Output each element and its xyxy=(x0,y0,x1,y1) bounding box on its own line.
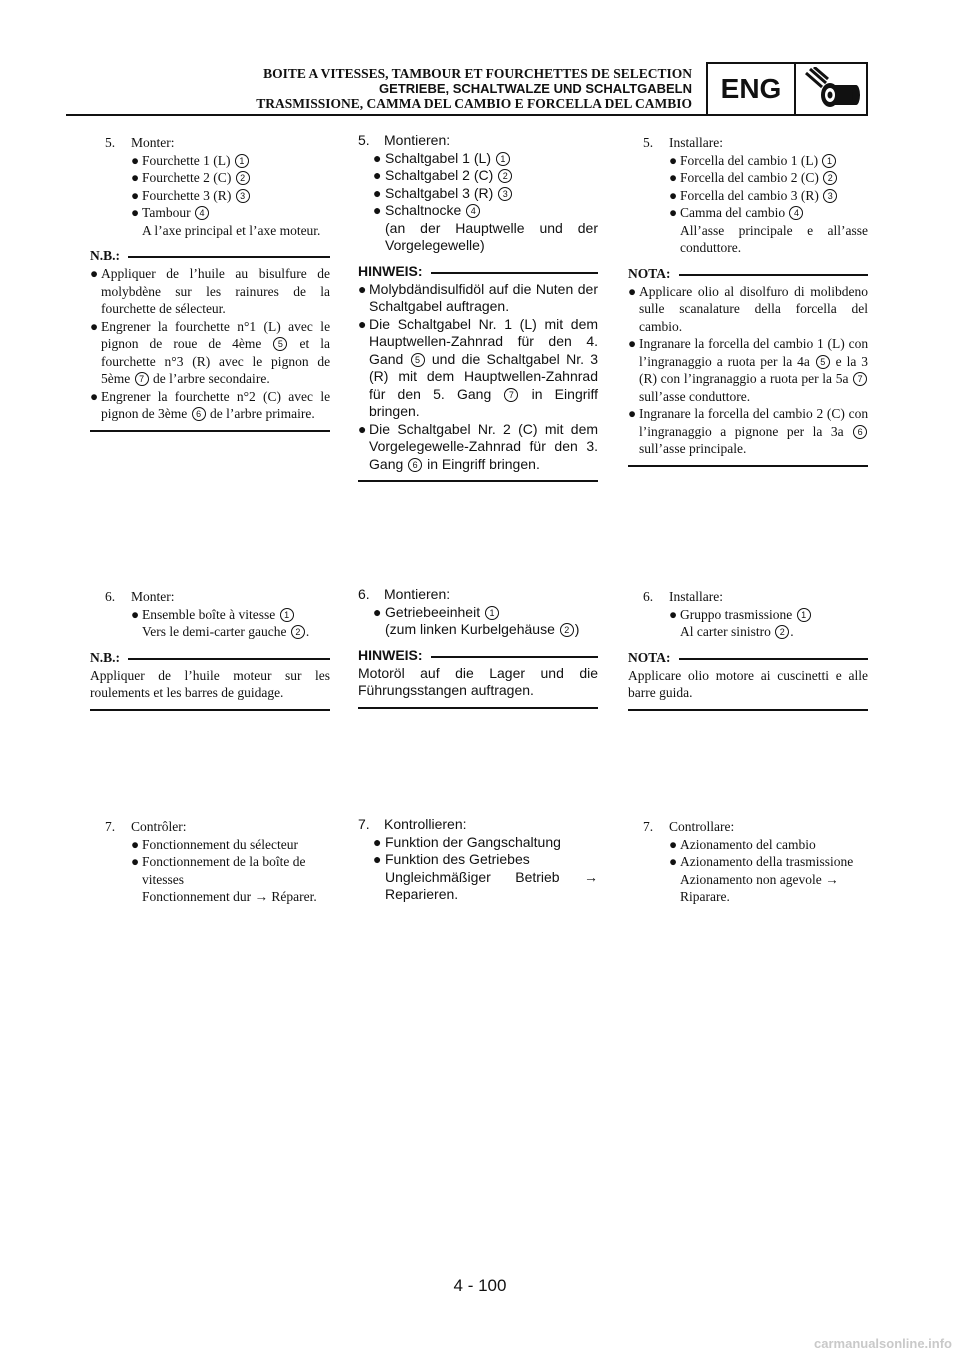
list-item: ● Ensemble boîte à vitesse 1 xyxy=(90,606,330,624)
note-5-de xyxy=(358,263,598,483)
note-6-de xyxy=(358,647,598,709)
column-fr-step6 xyxy=(90,588,330,711)
column-fr xyxy=(90,134,330,432)
step-title: Controllare: xyxy=(669,819,735,834)
reference-number: 2 xyxy=(236,171,250,185)
reference-number: 5 xyxy=(273,337,287,351)
step-detail: Ungleichmäßiger Betrieb → Reparieren. xyxy=(385,868,598,902)
note-item: ● Molybdändisulfidöl auf die Nuten der Schaltgabel auftragen. xyxy=(358,280,598,314)
list-item: ● Fonctionnement de la boîte de vitesses xyxy=(131,854,306,887)
reference-number: 3 xyxy=(236,189,250,203)
note-text: Appliquer de l’huile moteur sur les roulements et les barres de guidage. xyxy=(90,667,330,700)
note-item: ● Appliquer de l’huile au bisulfure de molybdène sur les rainures de la fourchette de sélecteur. xyxy=(90,266,330,316)
note-item: ● Engrener la fourchette n°1 (L) avec le pignon de roue de 4ème 5 et la fourchette n°3 (R) avec le pignon de 5ème 7 de l’arbre secondaire. xyxy=(90,318,331,386)
list-item: ● Camma del cambio 4 xyxy=(628,204,868,222)
note-label: NOTA: xyxy=(628,265,671,281)
step-title: Contrôler: xyxy=(131,819,187,834)
note-item: ● Applicare olio al disolfuro di molibdeno sulle scanalature della forcella del cambio. xyxy=(628,283,868,334)
reference-number: 6 xyxy=(853,425,867,439)
step-title: Monter: xyxy=(131,589,175,604)
reference-number: 1 xyxy=(485,606,499,620)
section-header xyxy=(256,66,692,111)
list-item: ● Schaltgabel 2 (C) 2 xyxy=(358,167,598,185)
list-item: ● Schaltgabel 1 (L) 1 xyxy=(358,150,598,168)
reference-number: 7 xyxy=(853,372,867,386)
step-7-de: 7. Kontrollieren: ● Funktion der Gangschaltung ● Funktion des Getriebes Ungleichmäßiger Betrieb → Reparieren. xyxy=(358,816,598,902)
reference-number: 1 xyxy=(280,608,294,622)
reference-number: 5 xyxy=(411,353,425,367)
note-label: HINWEIS: xyxy=(358,646,423,663)
column-fr-step7 xyxy=(90,818,330,906)
list-item: ● Getriebeeinheit 1 xyxy=(358,604,598,622)
reference-number: 4 xyxy=(789,206,803,220)
column-it-step6 xyxy=(628,588,868,711)
header-title-it: TRASMISSIONE, CAMMA DEL CAMBIO E FORCELLA DEL CAMBIO xyxy=(256,96,692,111)
step-detail: Azionamento non agevole → Riparare. xyxy=(680,871,839,904)
badge-label: ENG xyxy=(708,64,796,114)
note-label: NOTA: xyxy=(628,649,671,665)
step-5-de: 5. Montieren: ● Schaltgabel 1 (L) 1 ● Schaltgabel 2 (C) 2 ● Schaltgabel 3 (R) 3 ● Schaltnocke 4 (an der Hauptwelle und der Vorgelegewelle) xyxy=(358,132,598,253)
step-title: Kontrollieren: xyxy=(384,816,467,832)
note-label: HINWEIS: xyxy=(358,262,423,279)
reference-number: 2 xyxy=(823,171,837,185)
reference-number: 1 xyxy=(797,608,811,622)
note-6-fr xyxy=(90,649,330,711)
list-item: ● Tambour 4 xyxy=(90,204,330,222)
section-badge xyxy=(706,62,868,116)
header-title-de: GETRIEBE, SCHALTWALZE UND SCHALTGABELN xyxy=(379,81,692,96)
list-item: ● Fourchette 2 (C) 2 xyxy=(90,169,330,187)
note-item: ● Engrener la fourchette n°2 (C) avec le pignon de 3ème 6 de l’arbre primaire. xyxy=(90,388,331,421)
step-7-it: 7. Controllare: ● Azionamento del cambio ● Azionamento della trasmissione Azionamento non agevole → Riparare. xyxy=(628,818,868,906)
step-detail: (an der Hauptwelle und der Vorgelegewelle) xyxy=(385,219,598,253)
reference-number: 5 xyxy=(816,355,830,369)
reference-number: 7 xyxy=(504,388,518,402)
reference-number: 1 xyxy=(235,154,249,168)
step-5-fr: 5. Monter: ● Fourchette 1 (L) 1 ● Fourchette 2 (C) 2 ● Fourchette 3 (R) 3 ● Tambour 4 A l’axe principal et l’axe moteur. xyxy=(90,134,330,239)
reference-number: 7 xyxy=(135,372,149,386)
list-item: ● Forcella del cambio 2 (C) 2 xyxy=(628,169,868,187)
note-label: N.B.: xyxy=(90,248,120,264)
step-6-fr: 6. Monter: ● Ensemble boîte à vitesse 1 Vers le demi-carter gauche 2 . xyxy=(90,588,330,641)
column-de xyxy=(358,132,598,482)
header-title-fr: BOITE A VITESSES, TAMBOUR ET FOURCHETTES DE SELECTION xyxy=(263,66,692,81)
column-de-step7 xyxy=(358,816,598,904)
note-item: ● Die Schaltgabel Nr. 1 (L) mit dem Hauptwellen-Zahnrad für den 4. Gand 5 und die Schaltgabel Nr. 3 (R) mit dem Hauptwellen-Zahnrad für den 5. Gang 7 in Eingriff bringen. xyxy=(358,315,599,419)
step-title: Montieren: xyxy=(384,586,451,602)
list-item: ● Schaltnocke 4 xyxy=(358,202,598,220)
step-6-de: 6. Montieren: ● Getriebeeinheit 1 (zum linken Kurbelgehäuse 2 ) xyxy=(358,586,598,639)
reference-number: 6 xyxy=(192,407,206,421)
list-item: ● Funktion der Gangschaltung xyxy=(373,833,561,850)
note-6-it xyxy=(628,649,868,711)
reference-number: 1 xyxy=(496,152,510,166)
note-5-it xyxy=(628,265,868,467)
step-detail: (zum linken Kurbelgehäuse 2 ) xyxy=(385,621,580,637)
step-detail: Al carter sinistro 2 . xyxy=(680,624,794,639)
page-number: 4 - 100 xyxy=(453,1276,507,1295)
step-title: Installare: xyxy=(669,589,723,604)
list-item: ● Azionamento della trasmissione xyxy=(669,854,854,869)
reference-number: 2 xyxy=(560,623,574,637)
list-item: ● Funktion des Getriebes xyxy=(373,851,530,867)
note-text: Applicare olio motore ai cuscinetti e alle barre guida. xyxy=(628,667,868,700)
step-detail: All’asse principale e all’asse conduttore. xyxy=(680,222,868,255)
reference-number: 1 xyxy=(822,154,836,168)
list-item: ● Fourchette 1 (L) 1 xyxy=(90,152,330,170)
column-it xyxy=(628,134,868,467)
list-item: ● Fonctionnement du sélecteur xyxy=(131,836,298,852)
list-item: ● Fourchette 3 (R) 3 xyxy=(90,187,330,205)
reference-number: 2 xyxy=(775,625,789,639)
list-item: ● Forcella del cambio 3 (R) 3 xyxy=(628,187,868,205)
reference-number: 3 xyxy=(823,189,837,203)
reference-number: 4 xyxy=(466,204,480,218)
step-title: Montieren: xyxy=(384,132,451,148)
note-item: ● Ingranare la forcella del cambio 1 (L) con l’ingranaggio a ruota per la 4a 5 e la 3 (R) con l’ingranaggio a ruota per la 5a 7 sull’asse conduttore. xyxy=(628,336,869,404)
list-item: ● Azionamento del cambio xyxy=(669,836,816,852)
reference-number: 4 xyxy=(195,206,209,220)
note-text: Motoröl auf die Lager und die Führungsstangen auftragen. xyxy=(358,664,598,698)
step-title: Installare: xyxy=(669,135,723,150)
step-detail: Vers le demi-carter gauche 2 . xyxy=(142,624,310,639)
step-5-it: 5. Installare: ● Forcella del cambio 1 (L) 1 ● Forcella del cambio 2 (C) 2 ● Forcella del cambio 3 (R) 3 ● Camma del cambio 4 All’asse principale e all’asse conduttore. xyxy=(628,134,868,257)
step-detail: Fonctionnement dur → Réparer. xyxy=(142,889,317,904)
step-detail: A l’axe principal et l’axe moteur. xyxy=(142,222,321,238)
step-title: Monter: xyxy=(131,135,175,150)
column-it-step7 xyxy=(628,818,868,906)
reference-number: 2 xyxy=(291,625,305,639)
reference-number: 2 xyxy=(498,169,512,183)
reference-number: 3 xyxy=(498,187,512,201)
watermark: carmanualsonline.info xyxy=(814,1336,952,1351)
note-5-fr xyxy=(90,247,330,432)
reference-number: 6 xyxy=(408,458,422,472)
step-6-it: 6. Installare: ● Gruppo trasmissione 1 Al carter sinistro 2 . xyxy=(628,588,868,641)
list-item: ● Forcella del cambio 1 (L) 1 xyxy=(628,152,868,170)
column-de-step6 xyxy=(358,586,598,709)
list-item: ● Gruppo trasmissione 1 xyxy=(628,606,868,624)
list-item: ● Schaltgabel 3 (R) 3 xyxy=(358,185,598,203)
note-item: ● Ingranare la forcella del cambio 2 (C) con l’ingranaggio a pignone per la 3a 6 sull’asse principale. xyxy=(628,406,869,456)
note-label: N.B.: xyxy=(90,649,120,665)
engine-icon xyxy=(796,64,866,114)
note-item: ● Die Schaltgabel Nr. 2 (C) mit dem Vorgelegewelle-Zahnrad für den 3. Gang 6 in Eingriff bringen. xyxy=(358,420,599,472)
step-7-fr: 7. Contrôler: ● Fonctionnement du sélecteur ● Fonctionnement de la boîte de vitesses Fonctionnement dur → Réparer. xyxy=(90,818,330,906)
header-rule xyxy=(66,114,868,116)
